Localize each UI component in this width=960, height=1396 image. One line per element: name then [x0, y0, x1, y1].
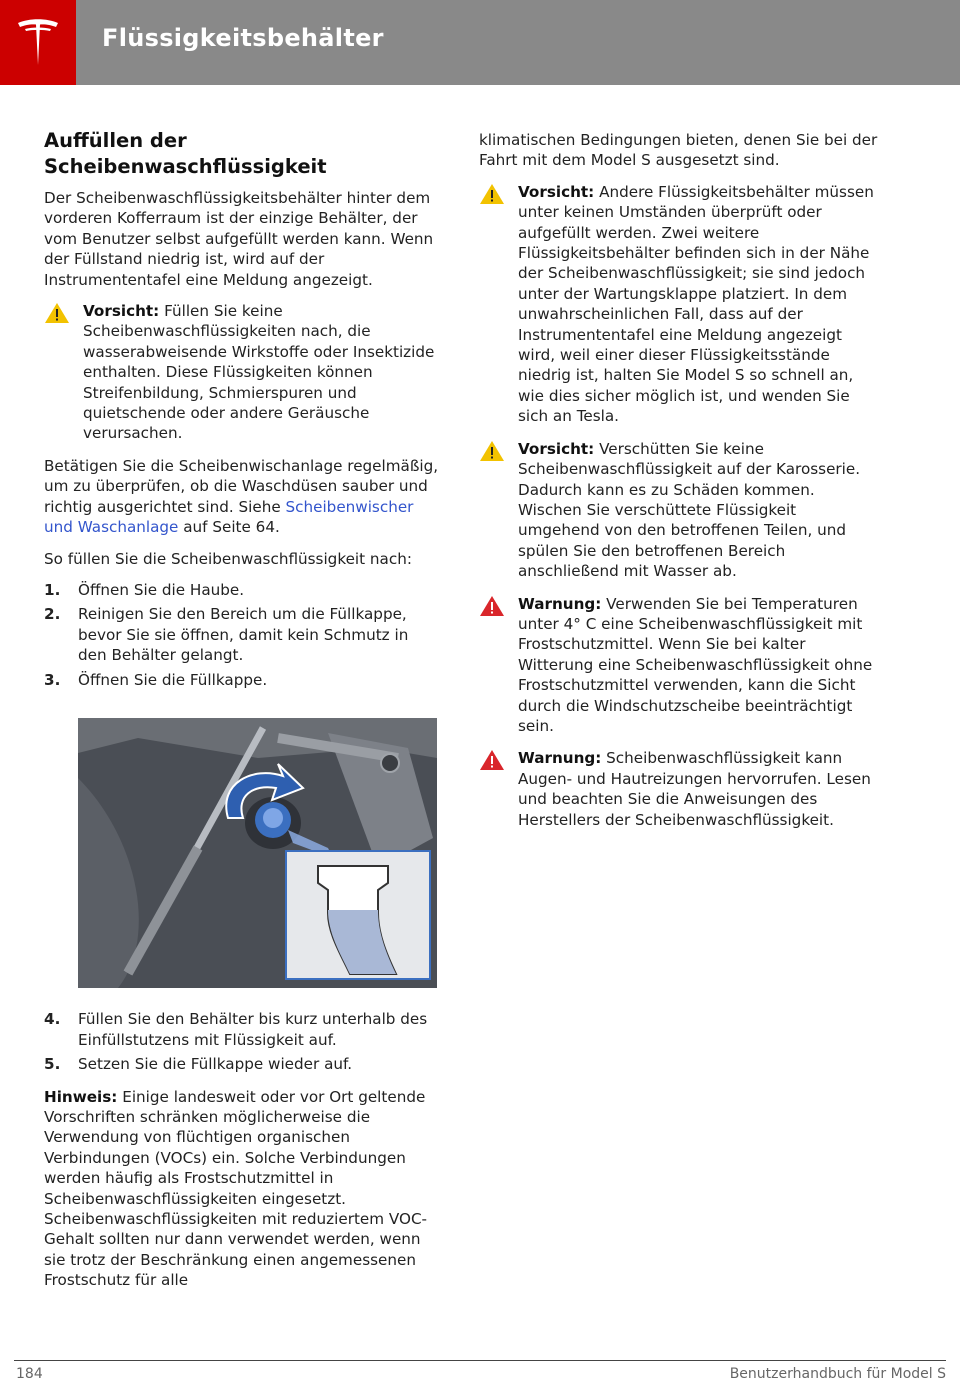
step-list-a: [44, 580, 440, 690]
step-number: 5.: [44, 1055, 61, 1074]
section-heading-line2: Scheibenwaschflüssigkeit: [44, 155, 327, 178]
page-title: Flüssigkeitsbehälter: [102, 24, 384, 52]
caution-label: Vorsicht:: [83, 302, 160, 321]
caution-label: Vorsicht:: [518, 182, 595, 201]
hint-label: Hinweis:: [44, 1087, 118, 1106]
caution-text: Füllen Sie keine Scheibenwaschflüssigkeiten nach, die wasserabweisende Wirkstoffe oder Insektizide enthalten. Diese Flüssigkeiten können Streifenbildung, Schmierspuren und quietschende oder andere Geräusche verursachen.: [83, 302, 435, 443]
right-column: [479, 130, 879, 842]
warning-note: [479, 594, 879, 737]
check-paragraph: [44, 456, 440, 538]
step-item: [44, 1009, 440, 1050]
step-list-b: [44, 1009, 440, 1074]
hint-text: Einige landesweit oder vor Ort geltende Vorschriften schränken möglicherweise die Verwendung von flüchtigen organischen Verbindungen (VOCs) ein. Solche Verbindungen werden häufig als Frostschutzmittel in Scheibenwaschflüssigkeiten eingesetzt. Scheibenwaschflüssigkeiten mit reduziertem VOC-Gehalt sollten nur dann verwendet werden, wenn sie trotz der Beschränkung einen angemessenen Frostschutz für alle: [44, 1087, 428, 1290]
page-header: [0, 0, 960, 85]
step-number: 1.: [44, 580, 61, 599]
caution-note: [479, 439, 879, 582]
left-column: [44, 128, 440, 1302]
step-text: Öffnen Sie die Haube.: [78, 580, 245, 599]
manual-name: Benutzerhandbuch für Model S: [729, 1366, 946, 1382]
warning-triangle-icon: [479, 595, 505, 617]
intro-paragraph: Der Scheibenwaschflüssigkeitsbehälter hinter dem vorderen Kofferraum ist der einzige Behälter, der vom Benutzer selbst aufgefüllt werden kann. Wenn der Füllstand niedrig ist, wird auf der Instrumententafel eine Meldung angezeigt.: [44, 189, 434, 289]
step-item: [44, 670, 440, 690]
caution-text: Andere Flüssigkeitsbehälter müssen unter keinen Umständen überprüft oder aufgefüllt werden. Zwei weitere Flüssigkeitsbehälter befinden sich in der Nähe der Scheibenwaschflüssigkeit; sie sind jedoch unter der Wartungsklappe platziert. In dem unwahrscheinlichen Fall, dass auf der Instrumententafel eine Meldung angezeigt wird, weil einer dieser Flüssigkeitsstände niedrig ist, halten Sie Model S so schnell an, wie dies sicher möglich ist, und wenden Sie sich an Tesla.: [518, 182, 874, 426]
step-text: Füllen Sie den Behälter bis kurz unterhalb des Einfüllstutzens mit Flüssigkeit auf.: [78, 1010, 428, 1049]
tesla-logo-icon: [15, 17, 61, 69]
continuation-paragraph: klimatischen Bedingungen bieten, denen Sie bei der Fahrt mit dem Model S ausgesetzt sind.: [479, 131, 878, 170]
tesla-logo: [0, 0, 76, 85]
step-number: 2.: [44, 605, 61, 624]
section-heading-line1: Auffüllen der: [44, 129, 187, 152]
step-number: 4.: [44, 1010, 61, 1029]
step-item: [44, 1054, 440, 1074]
caution-note: [479, 182, 879, 427]
warning-note: [479, 748, 879, 830]
page-number: 184: [16, 1366, 43, 1382]
warning-label: Warnung:: [518, 594, 602, 613]
reservoir-cap-illustration: [78, 718, 437, 988]
step-number: 3.: [44, 670, 61, 689]
howto-paragraph: So füllen Sie die Scheibenwaschflüssigkeit nach:: [44, 549, 412, 568]
check-text-after: auf Seite 64.: [178, 518, 280, 537]
footer-divider: [14, 1360, 946, 1361]
caution-triangle-icon: [479, 440, 505, 462]
caution-label: Vorsicht:: [518, 439, 595, 458]
check-text: Betätigen Sie die Scheibenwischanlage regelmäßig, um zu überprüfen, ob die Waschdüsen sauber und richtig ausgerichtet sind. Siehe: [44, 456, 439, 516]
caution-triangle-icon: [44, 302, 70, 324]
warning-label: Warnung:: [518, 749, 602, 768]
step-text: Setzen Sie die Füllkappe wieder auf.: [78, 1055, 353, 1074]
step-item: [44, 580, 440, 600]
step-item: [44, 604, 440, 665]
caution-text: Verschütten Sie keine Scheibenwaschflüssigkeit auf der Karosserie. Dadurch kann es zu Schäden kommen. Wischen Sie verschüttete Flüssigkeit umgehend von den betroffenen Teilen, und spülen Sie den betroffenen Bereich anschließend mit Wasser ab.: [518, 439, 861, 581]
section-heading: [44, 128, 440, 180]
wiper-section-link[interactable]: Scheibenwischer und Waschanlage: [44, 497, 414, 537]
warning-text: Verwenden Sie bei Temperaturen unter 4° C eine Scheibenwaschflüssigkeit mit Frostschutzmittel. Wenn Sie bei kalter Witterung eine Scheibenwaschflüssigkeit ohne Frostschutzmittel verwenden, kann die Sicht durch die Windschutzscheibe beeinträchtigt sein.: [518, 594, 873, 735]
warning-triangle-icon: [479, 749, 505, 771]
caution-triangle-icon: [479, 183, 505, 205]
warning-text: Scheibenwaschflüssigkeit kann Augen- und Hautreizungen hervorrufen. Lesen und beachten Sie die Anweisungen des Herstellers der Scheibenwaschflüssigkeit.: [518, 749, 871, 829]
step-text: Öffnen Sie die Füllkappe.: [78, 670, 268, 689]
step-text: Reinigen Sie den Bereich um die Füllkappe, bevor Sie sie öffnen, damit kein Schmutz in den Behälter gelangt.: [78, 605, 409, 665]
hint-paragraph: [44, 1087, 440, 1291]
caution-note: [44, 301, 440, 444]
